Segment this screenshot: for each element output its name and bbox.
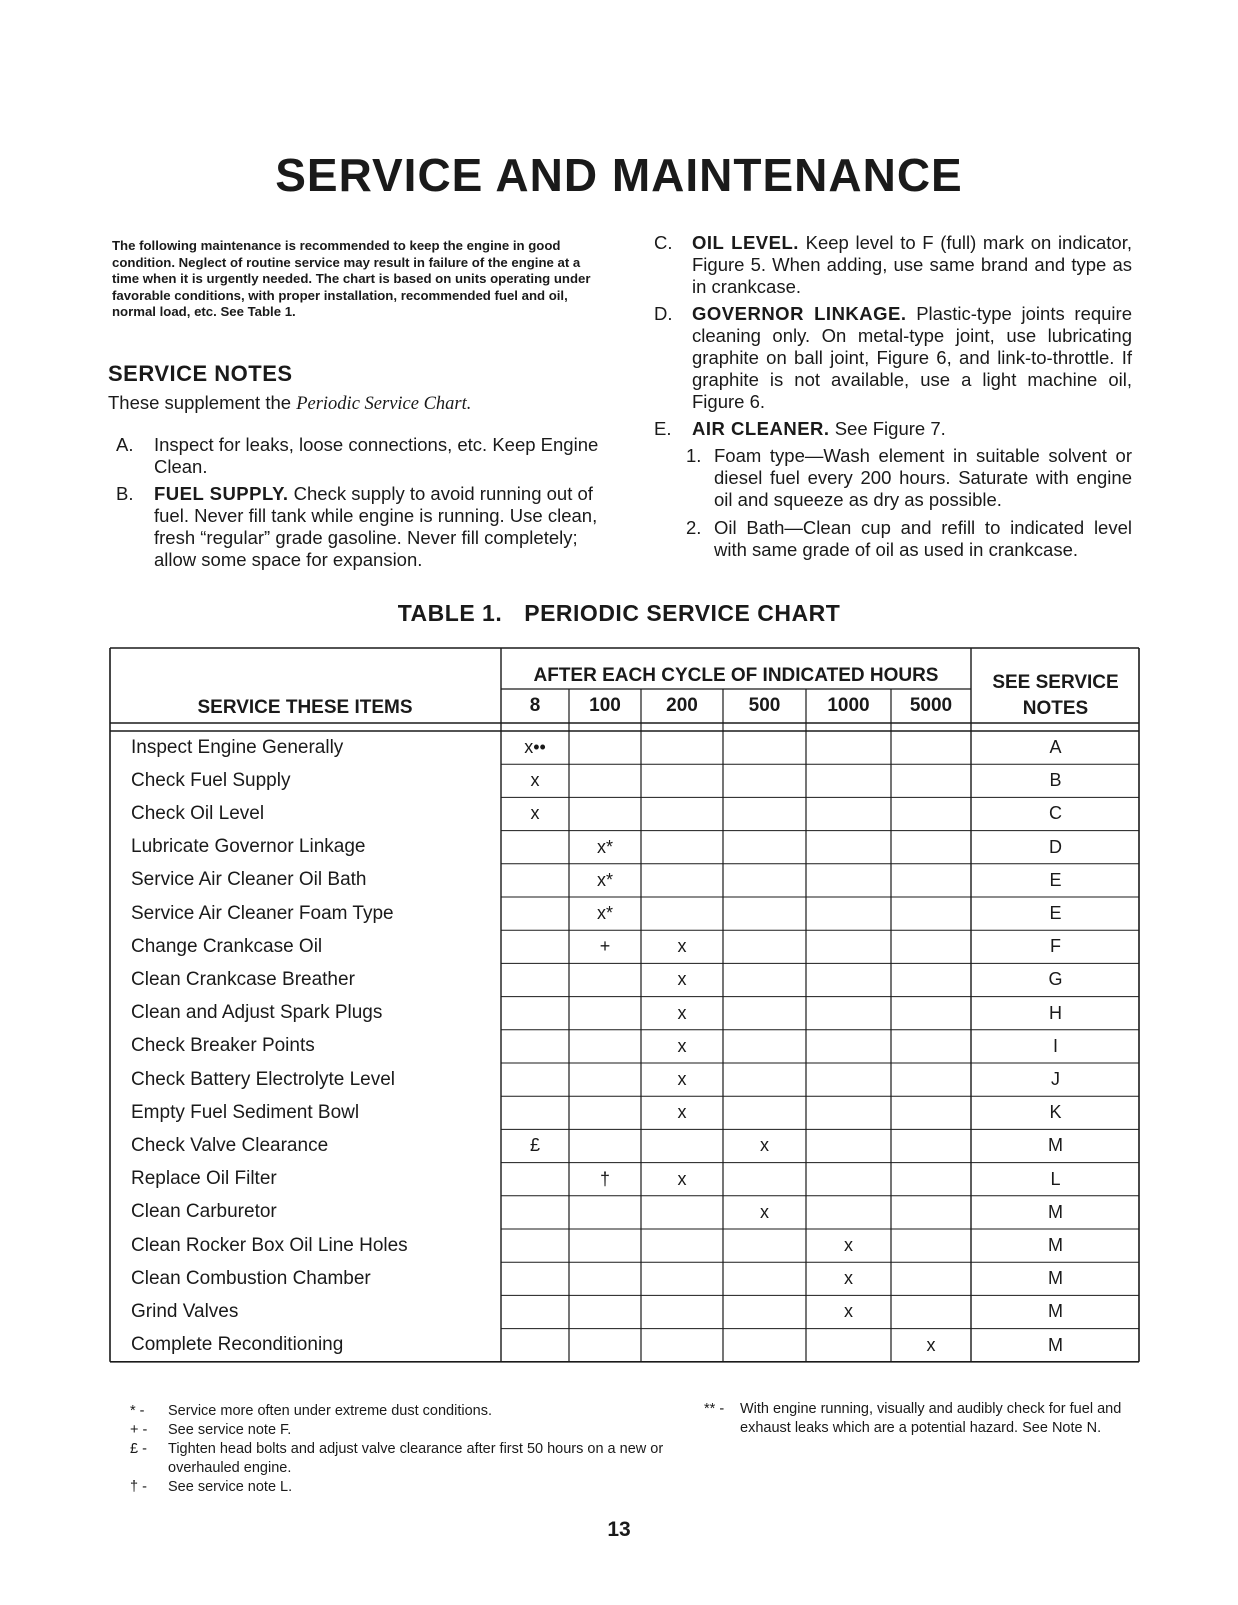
- table-number: TABLE 1.: [397, 600, 503, 626]
- cycle-header: AFTER EACH CYCLE OF INDICATED HOURS: [533, 665, 939, 686]
- service-note-b: [116, 483, 604, 571]
- service-note-ref: E: [1049, 903, 1062, 924]
- footnote-symbol: ** -: [704, 1401, 725, 1417]
- service-mark: +: [599, 936, 611, 957]
- footnote-note-l: [130, 1478, 690, 1497]
- footnote-symbol: £ -: [130, 1441, 147, 1457]
- service-item: Change Crankcase Oil: [131, 935, 323, 957]
- note-title: OIL LEVEL.: [692, 232, 799, 253]
- footnote-text: Service more often under extreme dust conditions.: [168, 1403, 492, 1419]
- service-mark: £: [529, 1135, 540, 1156]
- service-note-d: [654, 303, 1132, 413]
- service-mark: x: [530, 803, 540, 824]
- periodic-service-chart: [109, 647, 1140, 1367]
- footnote-symbol: + -: [130, 1422, 148, 1438]
- service-item: Replace Oil Filter: [131, 1168, 277, 1190]
- subtitle-prefix: These supplement the: [108, 392, 297, 413]
- hour-header-5000: 5000: [909, 695, 953, 716]
- service-note-ref: A: [1049, 737, 1062, 758]
- service-mark: x: [926, 1334, 936, 1355]
- footnotes-right: [704, 1400, 1144, 1438]
- service-item: Clean Combustion Chamber: [131, 1267, 371, 1289]
- service-item: Empty Fuel Sediment Bowl: [131, 1101, 360, 1123]
- note-text: Inspect for leaks, loose connections, etc. Keep Engine Clean.: [154, 434, 599, 477]
- note-text: See Figure 7.: [829, 418, 946, 439]
- footnote-symbol: * -: [130, 1403, 145, 1419]
- service-note-ref: M: [1048, 1334, 1063, 1355]
- service-item: Lubricate Governor Linkage: [131, 836, 366, 858]
- service-item: Clean and Adjust Spark Plugs: [131, 1002, 383, 1024]
- service-note-ref: B: [1049, 770, 1062, 791]
- service-note-ref: I: [1052, 1035, 1058, 1056]
- service-item: Clean Crankcase Breather: [131, 968, 355, 990]
- service-mark: x: [677, 1069, 687, 1090]
- service-mark: x*: [596, 869, 613, 890]
- footnote-head-bolts: [130, 1440, 690, 1478]
- page-number: 13: [607, 1518, 631, 1541]
- service-item: Grind Valves: [131, 1300, 239, 1322]
- service-note-ref: M: [1048, 1235, 1063, 1256]
- service-item: Check Fuel Supply: [131, 769, 291, 791]
- service-note-ref: D: [1049, 836, 1062, 857]
- service-notes-heading: SERVICE NOTES: [108, 361, 293, 386]
- service-item: Service Air Cleaner Foam Type: [131, 902, 394, 924]
- see-notes-header-line2: NOTES: [1022, 698, 1089, 719]
- items-header: SERVICE THESE ITEMS: [197, 697, 413, 718]
- service-note-ref: F: [1050, 936, 1061, 957]
- service-mark: x*: [596, 903, 613, 924]
- hour-header-8: 8: [529, 695, 541, 716]
- service-note-ref: K: [1049, 1102, 1062, 1123]
- service-item: Check Valve Clearance: [131, 1134, 329, 1156]
- air-cleaner-step-1: [654, 445, 1132, 511]
- step-number: 2.: [686, 517, 702, 538]
- service-mark: x: [530, 770, 540, 791]
- footnote-text: With engine running, visually and audibly check for fuel and exhaust leaks which are a potential hazard. See Note N.: [740, 1401, 1122, 1436]
- service-mark: x: [844, 1301, 853, 1322]
- service-note-ref: L: [1050, 1168, 1061, 1189]
- note-letter: E.: [654, 418, 672, 439]
- service-note-ref: M: [1048, 1301, 1063, 1322]
- service-note-ref: M: [1048, 1268, 1063, 1289]
- service-mark: †: [599, 1168, 610, 1189]
- service-note-e: [654, 418, 1132, 440]
- service-note-ref: M: [1048, 1201, 1063, 1222]
- footnotes-left: [130, 1402, 690, 1497]
- service-note-c: [654, 232, 1132, 298]
- service-mark: x*: [596, 836, 613, 857]
- page-title: SERVICE AND MAINTENANCE: [275, 149, 963, 201]
- service-mark: x: [677, 1002, 687, 1023]
- air-cleaner-step-2: [654, 517, 1132, 561]
- step-text: Foam type—Wash element in suitable solvent or diesel fuel every 200 hours. Saturate with engine oil and squeeze as dry as possible.: [714, 445, 1132, 510]
- service-notes-left: [116, 434, 604, 576]
- table-title: [0, 600, 1238, 627]
- table-name: PERIODIC SERVICE CHART: [524, 600, 841, 626]
- note-text: Plastic-type joints require cleaning only. On metal-type joint, use lubricating graphite on ball joint, Figure 6, and link-to-throttle. If graphite is not available, use a light machine oil, Figure 6.: [692, 303, 1132, 412]
- service-item: Inspect Engine Generally: [131, 736, 344, 758]
- service-item: Check Battery Electrolyte Level: [131, 1068, 396, 1090]
- step-number: 1.: [686, 445, 702, 466]
- footnote-symbol: † -: [130, 1479, 147, 1495]
- service-mark: x: [760, 1135, 769, 1156]
- service-mark: x: [677, 969, 687, 990]
- hour-header-200: 200: [666, 695, 698, 716]
- note-text: Check supply to avoid running out of fuel. Never fill tank while engine is running. Use clean, fresh “regular” grade gasoline. Never fill completely; allow some space for expansion.: [154, 483, 598, 570]
- hour-header-100: 100: [589, 695, 621, 716]
- step-text: Oil Bath—Clean cup and refill to indicated level with same grade of oil as used in crankcase.: [714, 517, 1132, 560]
- note-letter: A.: [116, 434, 134, 455]
- service-mark: x: [677, 936, 687, 957]
- footnote-text: Tighten head bolts and adjust valve clearance after first 50 hours on a new or overhauled engine.: [168, 1441, 664, 1476]
- note-letter: C.: [654, 232, 673, 253]
- service-mark: x: [844, 1268, 853, 1289]
- hour-header-1000: 1000: [827, 695, 870, 716]
- note-letter: B.: [116, 483, 134, 504]
- note-text: Keep level to F (full) mark on indicator, Figure 5. When adding, use same brand and type as in crankcase.: [692, 232, 1132, 297]
- service-mark: x: [760, 1201, 769, 1222]
- service-mark: x••: [524, 737, 546, 758]
- service-note-ref: J: [1051, 1069, 1060, 1090]
- service-mark: x: [677, 1102, 687, 1123]
- service-mark: x: [677, 1035, 687, 1056]
- service-note-ref: M: [1048, 1135, 1063, 1156]
- service-item: Service Air Cleaner Oil Bath: [131, 869, 367, 891]
- note-title: FUEL SUPPLY.: [154, 483, 289, 504]
- note-title: GOVERNOR LINKAGE.: [692, 303, 907, 324]
- service-notes-right: [654, 232, 1132, 567]
- service-note-ref: G: [1048, 969, 1063, 990]
- service-note-a: [116, 434, 604, 478]
- service-note-ref: C: [1049, 803, 1062, 824]
- footnote-dust: [130, 1402, 690, 1421]
- note-letter: D.: [654, 303, 673, 324]
- hour-header-500: 500: [748, 695, 781, 716]
- service-notes-subtitle: [108, 392, 471, 415]
- footnote-note-f: [130, 1421, 690, 1440]
- note-title: AIR CLEANER.: [692, 418, 830, 439]
- footnote-text: See service note L.: [168, 1479, 293, 1495]
- service-item: Check Breaker Points: [131, 1035, 315, 1057]
- subtitle-chart-ref: Periodic Service Chart.: [296, 394, 472, 414]
- service-note-ref: E: [1049, 869, 1062, 890]
- service-item: Complete Reconditioning: [131, 1334, 344, 1356]
- service-item: Check Oil Level: [131, 802, 265, 824]
- footnote-text: See service note F.: [168, 1422, 292, 1438]
- intro-paragraph: The following maintenance is recommended to keep the engine in good condition. Neglect of routine service may result in failure of the engine at a time when it is urgently needed. The chart is based on units operating under favorable conditions, with proper installation, recommended fuel and oil, normal load, etc. See Table 1.: [112, 238, 591, 319]
- footnote-leaks: [704, 1400, 1144, 1438]
- service-mark: x: [677, 1168, 687, 1189]
- service-note-ref: H: [1049, 1002, 1062, 1023]
- see-notes-header-line1: SEE SERVICE: [992, 672, 1119, 693]
- service-item: Clean Rocker Box Oil Line Holes: [131, 1234, 408, 1256]
- service-mark: x: [844, 1235, 853, 1256]
- service-item: Clean Carburetor: [131, 1201, 277, 1223]
